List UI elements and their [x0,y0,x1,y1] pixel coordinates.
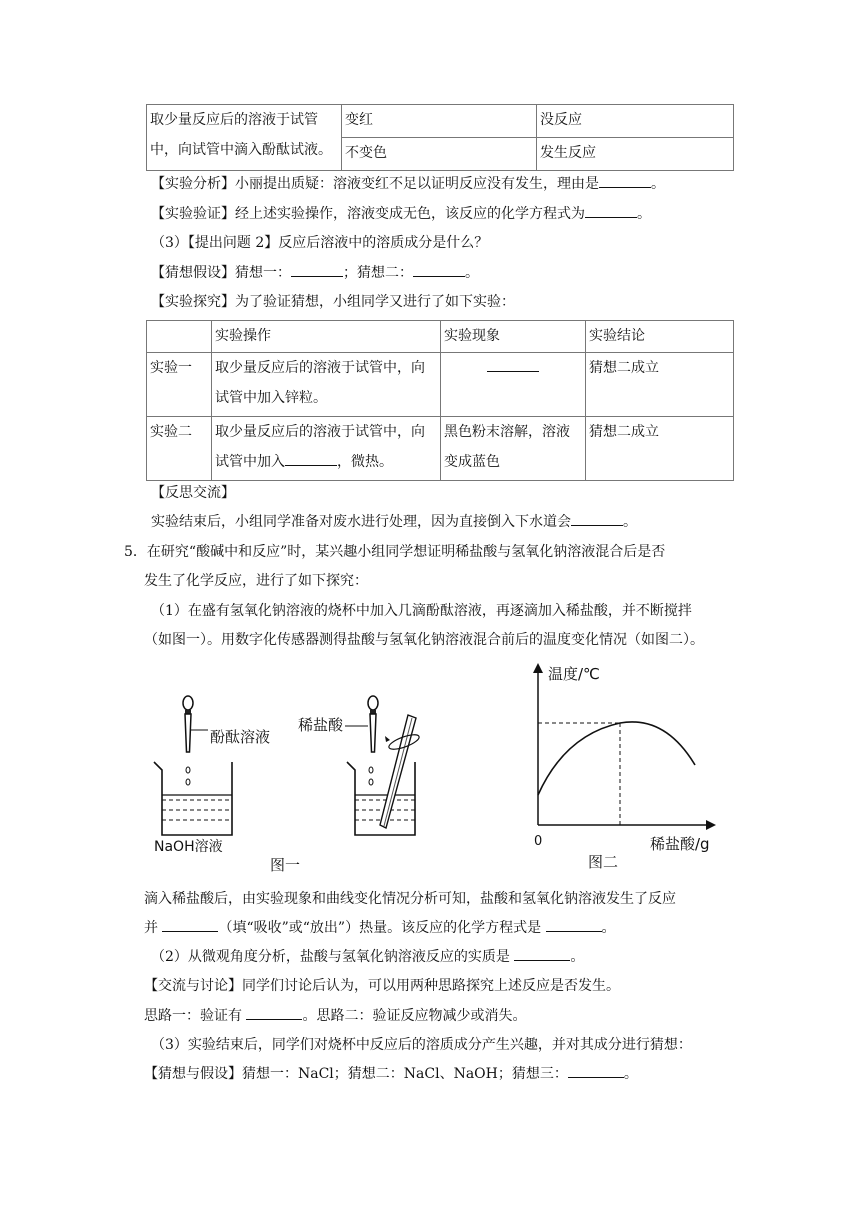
answer-blank [514,947,570,961]
q5-line1: 5．在研究“酸碱中和反应”时，某兴趣小组同学想证明稀盐酸与氢氧化钠溶液混合后是否 [124,544,666,560]
table1-operation-cell [147,105,342,171]
dropper-icon [183,696,193,752]
table1-row2-conclusion: 发生反应 [537,138,734,171]
label-hcl: 稀盐酸 [298,716,344,734]
table1-operation-line1: 取少量反应后的溶液于试管 [150,112,318,128]
x-axis-label: 稀盐酸/g [650,835,710,853]
table2-corner-cell [147,321,212,353]
table2-header-conclusion: 实验结论 [586,321,734,353]
table1-row1-conclusion: 没反应 [537,105,734,138]
figure-1-beakers [140,660,470,880]
verify-line [151,204,651,224]
y-axis-label: 温度/℃ [548,665,600,683]
reflect-line [151,512,637,532]
period: 。 [601,920,616,936]
dropper-icon [368,696,378,752]
beaker-1 [154,762,232,835]
figure-2-temperature-chart [520,655,730,875]
table2-exp2-op-line2b: ，微热。 [337,454,393,470]
figure-1-caption: 图一 [270,856,301,874]
analysis-line [151,174,665,194]
table2-exp2-phen-line1: 黑色粉末溶解，溶液 [444,424,570,440]
guess-text-b: ；猜想二： [343,265,413,281]
q5-part1-line1: （1）在盛有氢氧化钠溶液的烧杯中加入几滴酚酞溶液，再逐滴加入稀盐酸，并不断搅拌 [151,603,692,619]
chart-axes [533,663,716,830]
q5-part1-line2: （如图一）。用数字化传感器测得盐酸与氢氧化钠溶液混合前后的温度变化情况（如图二）。 [144,632,704,648]
q5-after-line1: 滴入稀盐酸后，由实验现象和曲线变化情况分析可知，盐酸和氢氧化钠溶液发生了反应 [144,891,676,907]
table2-exp2-op-line1: 取少量反应后的溶液于试管中，向 [215,424,425,440]
q5-part3-line: （3）实验结束后，同学们对烧杯中反应后的溶质成分产生兴趣，并对其成分进行猜想： [151,1037,692,1053]
answer-blank [571,512,623,526]
table2-exp1-phenomenon [441,353,586,417]
period: 。 [637,206,651,222]
reflect-text: 实验结束后，小组同学准备对废水进行处理，因为直接倒入下水道会 [151,514,571,530]
table2-exp1-op-line1: 取少量反应后的溶液于试管中，向 [215,360,425,376]
q5-discuss-line: 【交流与讨论】同学们讨论后认为，可以用两种思路探究上述反应是否发生。 [144,978,620,994]
result-table-1 [146,104,734,171]
period: 。 [651,176,665,192]
q5-line2: 发生了化学反应，进行了如下探究： [144,573,368,589]
q5-part2-line [151,947,584,967]
hyp-text: 【猜想与假设】猜想一：NaCl；猜想二：NaCl、NaOH；猜想三： [144,1066,568,1082]
table1-operation-line2: 中，向试管中滴入酚酞试液。 [150,142,332,158]
answer-blank [246,1006,302,1020]
table2-exp2-op-line2 [215,447,437,477]
table2-exp1-conclusion: 猜想二成立 [586,353,734,417]
after2-text-b: （填“吸收”或“放出”）热量。该反应的化学方程式是 [218,920,546,936]
table1-row1-phenomenon: 变红 [342,105,537,138]
part2-text: （2）从微观角度分析，盐酸与氢氧化钠溶液反应的实质是 [151,949,515,965]
explore-line: 【实验探究】为了验证猜想，小组同学又进行了如下实验： [151,294,515,310]
answer-blank [162,918,218,932]
q5-idea-line [144,1006,526,1026]
label-naoh: NaOH溶液 [154,839,223,855]
table2-header-operation: 实验操作 [212,321,441,353]
table2-exp2-operation [212,417,441,481]
reflect-heading: 【反思交流】 [151,485,235,501]
period: 。 [623,1066,638,1082]
period: 。 [623,514,637,530]
table2-exp1-operation [212,353,441,417]
answer-blank [568,1064,624,1078]
idea-text-a: 思路一：验证有 [144,1008,247,1024]
q5-hypothesis-line [144,1064,638,1084]
verify-text: 【实验验证】经上述实验操作，溶液变成无色，该反应的化学方程式为 [151,206,585,222]
analysis-text: 【实验分析】小丽提出质疑：溶液变红不足以证明反应没有发生，理由是 [151,176,599,192]
table2-exp2-conclusion: 猜想二成立 [586,417,734,481]
table2-exp2-op-line2a: 试管中加入 [215,454,285,470]
answer-blank [413,263,465,277]
answer-blank [546,918,602,932]
table2-exp1-op-line2: 试管中加入锌粒。 [215,390,327,406]
experiment-table [146,320,734,481]
answer-blank [585,204,637,218]
origin-label: 0 [534,834,543,849]
table2-header-phenomenon: 实验现象 [441,321,586,353]
table2-exp2-phenomenon [441,417,586,481]
table2-exp1-name: 实验一 [147,353,212,417]
after2-text-a: 并 [144,920,163,936]
period: 。 [570,949,585,965]
guess-text-a: 【猜想假设】猜想一： [151,265,291,281]
idea-text-b: 。思路二：验证反应物减少或消失。 [302,1008,527,1024]
table2-exp2-name: 实验二 [147,417,212,481]
temperature-curve [538,722,695,795]
answer-blank [285,452,337,466]
answer-blank [291,263,343,277]
q5-after-line2 [144,918,616,938]
answer-blank [487,358,539,372]
answer-blank [599,174,651,188]
table1-row2-phenomenon: 不变色 [342,138,537,171]
figure-2-caption: 图二 [588,853,619,871]
label-phenolphthalein: 酚酞溶液 [210,728,271,746]
table2-exp2-phen-line2: 变成蓝色 [444,454,500,470]
period: 。 [465,265,479,281]
hypothesis-line [151,263,479,283]
question-2-line: （3）【提出问题 2】反应后溶液中的溶质成分是什么？ [151,235,489,251]
